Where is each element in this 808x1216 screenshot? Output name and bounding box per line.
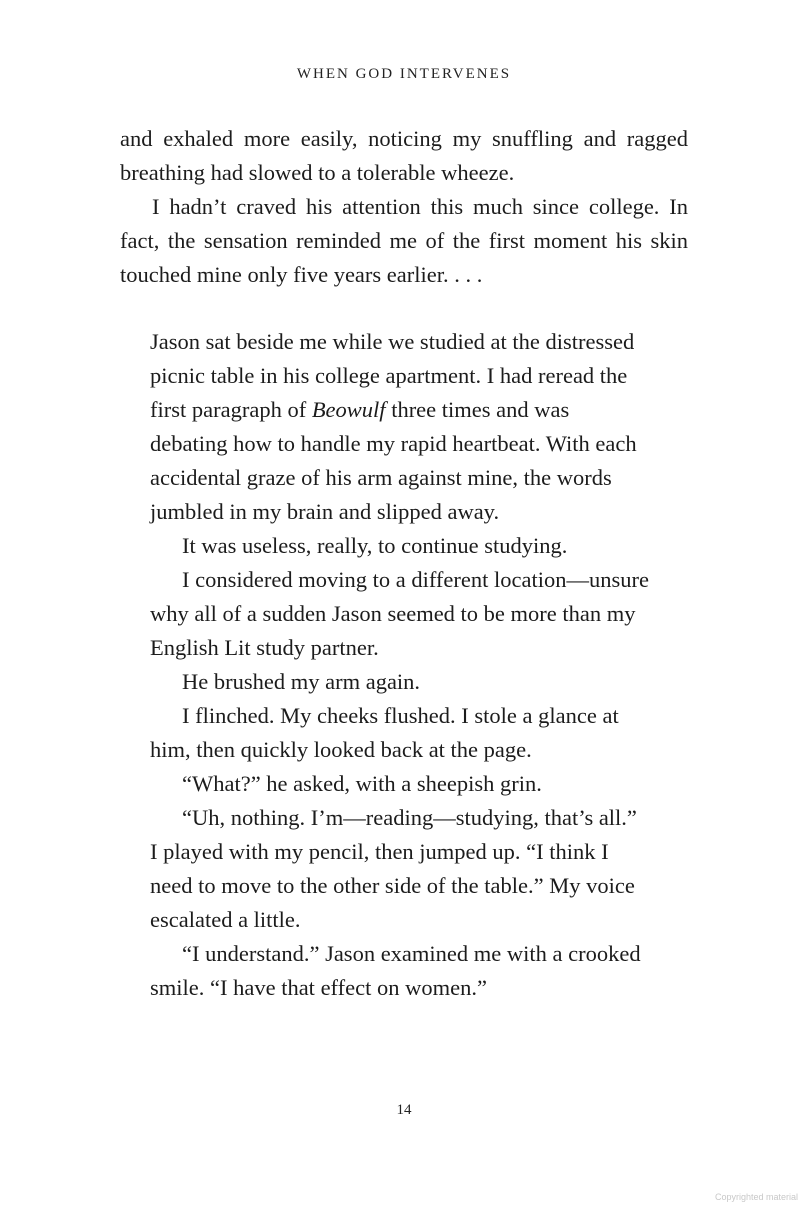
flashback-paragraph: I flinched. My cheeks flushed. I stole a glance at him, then quickly looked back at the page. [150,703,619,762]
flashback-text-run: three times and was debating how to handle my rapid heartbeat. With each accidental graze of his arm against mine, the words jumbled in my brain and slipped away. [150,397,637,524]
copyright-watermark: Copyrighted material [714,1192,798,1202]
flashback-text-run: Jason sat beside me while we studied at the distressed picnic table in his college apartment. I had reread the first paragraph of [150,329,635,422]
running-head: WHEN GOD INTERVENES [296,66,512,82]
flashback-paragraph-first [150,325,650,529]
intro-paragraph: I hadn’t craved his attention this much since college. In fact, the sensation reminded me of the first moment his skin touched mine only five years earlier. . . . [120,194,688,287]
book-title-italic: Beowulf [311,397,386,422]
flashback-text [150,325,650,1005]
page-number: 14 [396,1102,412,1118]
flashback-paragraph: He brushed my arm again. [182,669,421,694]
intro-text [120,122,688,292]
flashback-paragraph: It was useless, really, to continue studying. [182,533,568,558]
flashback-paragraph: “I understand.” Jason examined me with a crooked smile. “I have that effect on women.” [150,941,641,1000]
intro-paragraph-continued: and exhaled more easily, noticing my snuffling and ragged breathing had slowed to a tolerable wheeze. [120,126,688,185]
flashback-paragraph: “Uh, nothing. I’m—reading—studying, that’s all.” I played with my pencil, then jumped up. “I think I need to move to the other side of the table.” My voice escalated a little. [150,805,637,932]
flashback-paragraph: I considered moving to a different location—unsure why all of a sudden Jason seemed to be more than my English Lit study partner. [150,567,649,660]
flashback-paragraph: “What?” he asked, with a sheepish grin. [182,771,542,796]
